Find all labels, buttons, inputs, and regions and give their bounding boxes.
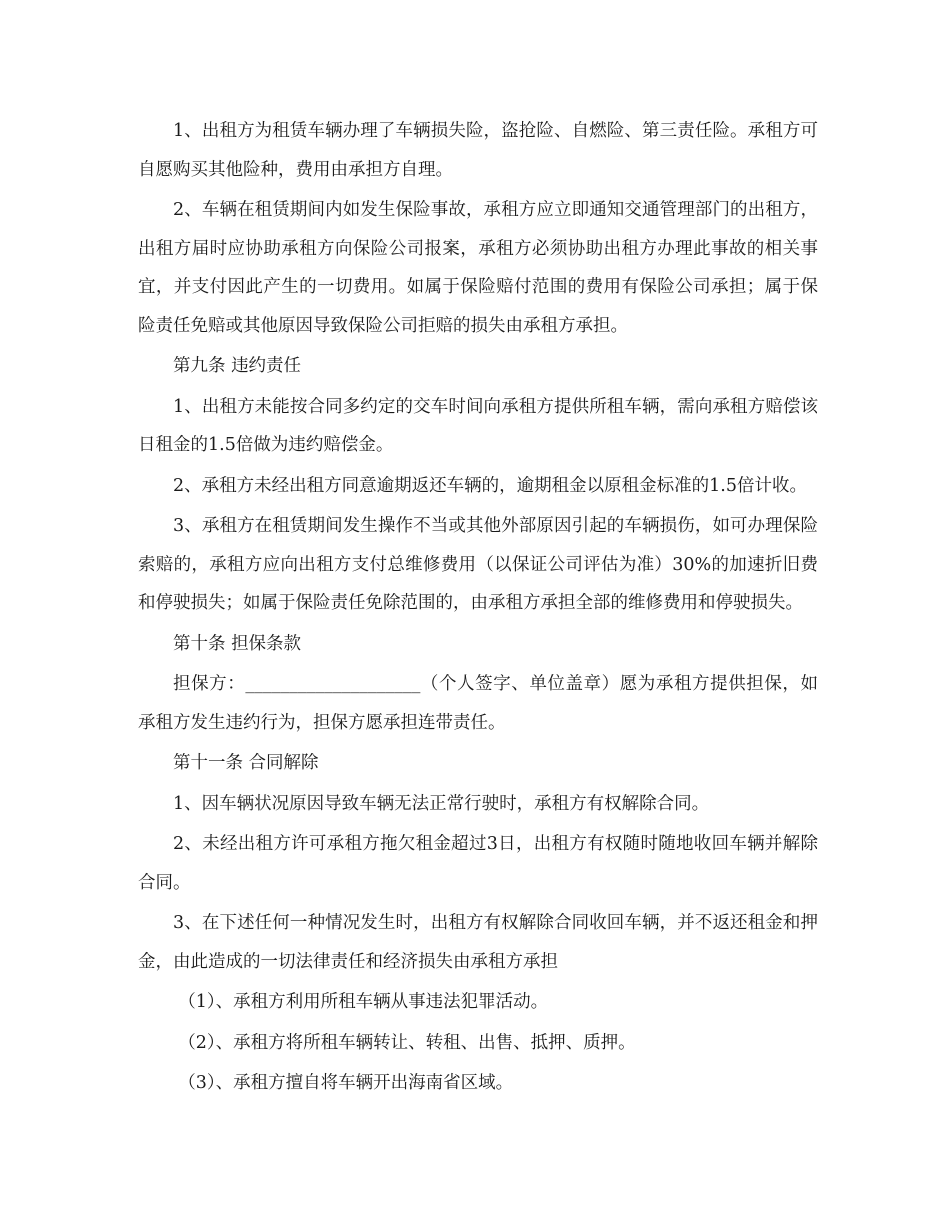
- guarantor-text: （个人签字、单位盖章）愿为承租方提供担保，如承租方发生违约行为，担保方愿承担连带责任。: [138, 674, 819, 733]
- section-heading-article-11: 第十一条 合同解除: [173, 753, 319, 773]
- paragraph-termination-1: 1、因车辆状况原因导致车辆无法正常行驶时，承租方有权解除合同。: [173, 793, 710, 814]
- list-item-termination-case-2: （2）、承租方将所租车辆转让、转租、出售、抵押、质押。: [178, 1032, 636, 1053]
- guarantor-label: 担保方：: [173, 674, 246, 694]
- paragraph-guarantor: [138, 665, 818, 742]
- list-item-termination-case-1: （1）、承租方利用所租车辆从事违法犯罪活动。: [178, 992, 549, 1012]
- paragraph-breach-1: 1、出租方未能按合同多约定的交车时间向承租方提供所租车辆，需向承租方赔偿该日租金的1.5倍做为违约赔偿金。: [138, 396, 818, 455]
- document-body: [138, 112, 818, 1103]
- paragraph-breach-3: 3、承租方在租赁期间发生操作不当或其他外部原因引起的车辆损伤，如可办理保险索赔的，承租方应向出租方支付总维修费用（以保证公司评估为准）30%的加速折旧费和停驶损失；如属于保险责任免除范围的，由承租方承担全部的维修费用和停驶损失。: [138, 516, 818, 613]
- paragraph-termination-3: 3、在下述任何一种情况发生时，出租方有权解除合同收回车辆，并不返还租金和押金，由此造成的一切法律责任和经济损失由承租方承担: [138, 913, 818, 972]
- paragraph-termination-2: 2、未经出租方许可承租方拖欠租金超过3日，出租方有权随时随地收回车辆并解除合同。: [138, 834, 818, 893]
- list-item-termination-case-3: （3）、承租方擅自将车辆开出海南省区域。: [178, 1073, 514, 1093]
- paragraph-insurance-1: 1、出租方为租赁车辆办理了车辆损失险，盗抢险、自燃险、第三责任险。承租方可自愿购买其他险种，费用由承担方自理。: [138, 121, 818, 180]
- section-heading-article-10: 第十条 担保条款: [173, 633, 302, 654]
- section-heading-article-9: 第九条 违约责任: [173, 356, 302, 376]
- paragraph-insurance-2: 2、车辆在租赁期间内如发生保险事故，承租方应立即通知交通管理部门的出租方，出租方届时应协助承租方向保险公司报案，承租方必须协助出租方办理此事故的相关事宜，并支付因此产生的一切费用。如属于保险赔付范围的费用有保险公司承担；属于保险责任免赔或其他原因导致保险公司拒赔的损失由承租方承担。: [138, 200, 818, 336]
- paragraph-breach-2: 2、承租方未经出租方同意逾期返还车辆的，逾期租金以原租金标准的1.5倍计收。: [173, 475, 807, 496]
- guarantor-signature-blank: ____________________: [245, 674, 421, 694]
